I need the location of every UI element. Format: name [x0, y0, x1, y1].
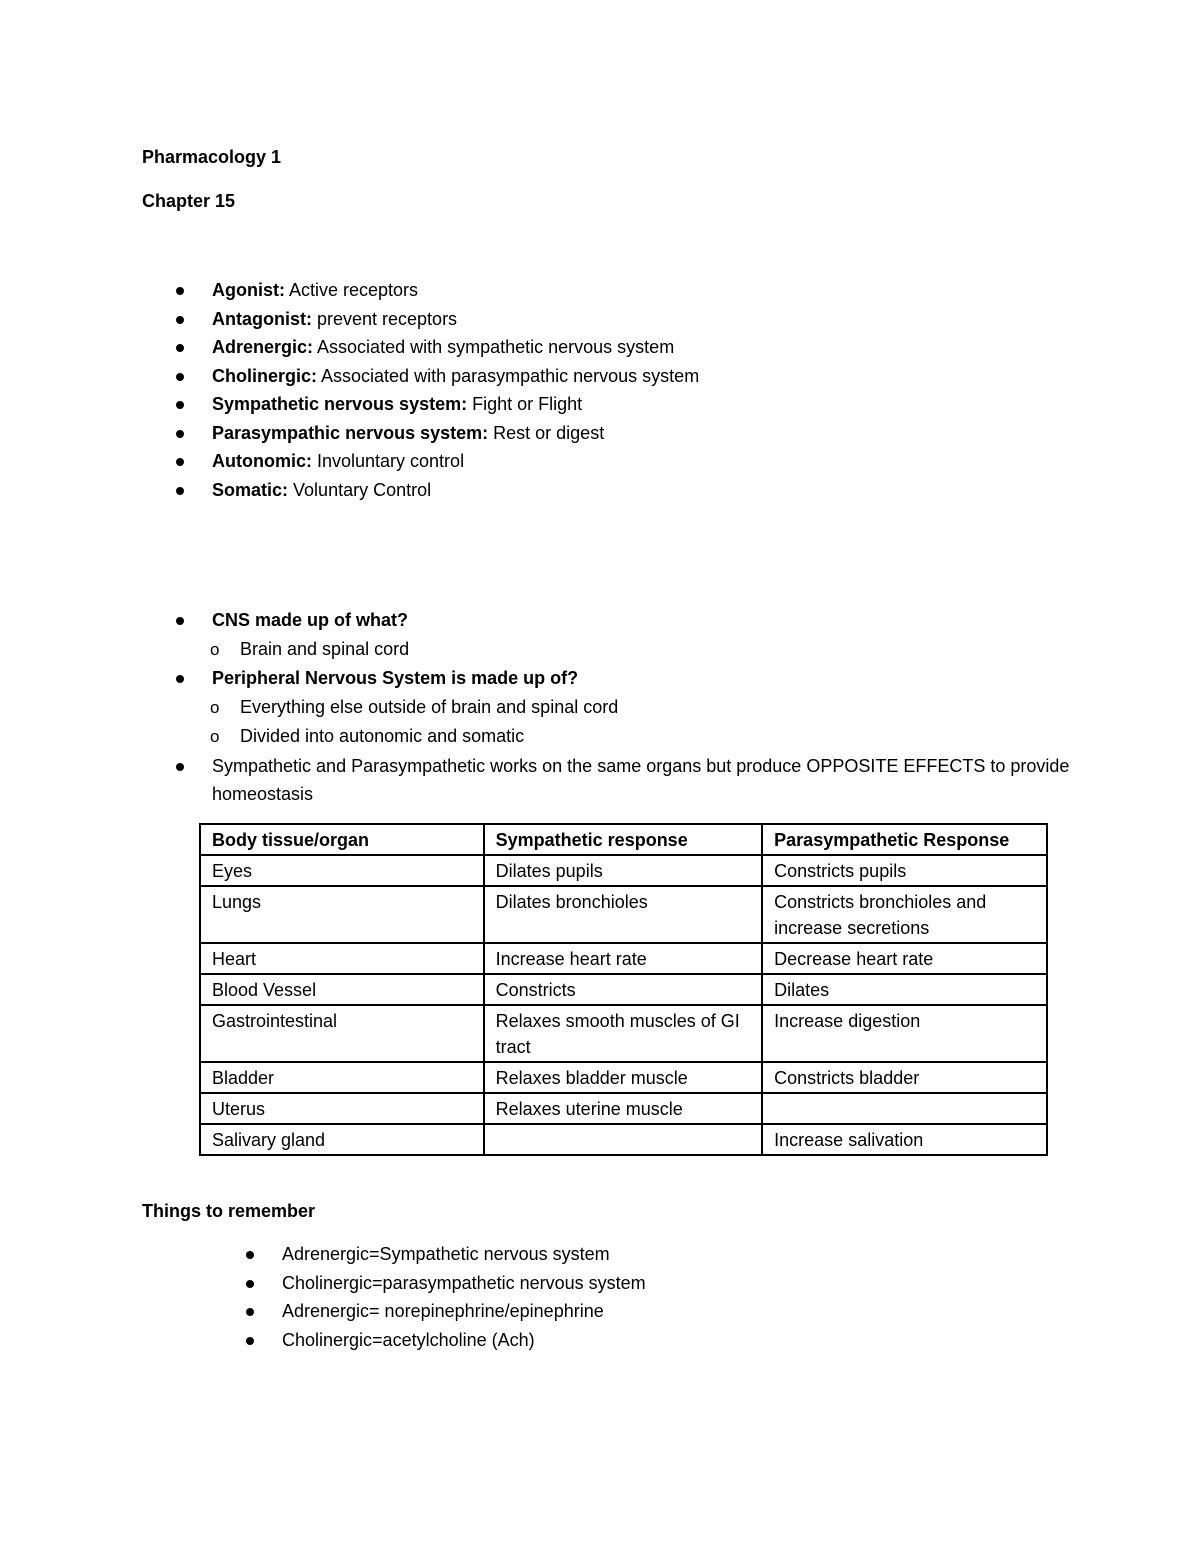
- column-header: Body tissue/organ: [200, 824, 484, 855]
- remember-heading: Things to remember: [142, 1201, 316, 1221]
- bullet-icon: [176, 344, 184, 352]
- table-cell: Uterus: [200, 1093, 484, 1124]
- bullet-icon: [246, 1251, 254, 1259]
- table-cell: Constricts bronchioles and increase secretions: [762, 886, 1047, 943]
- table-row: [200, 886, 1047, 943]
- chapter-heading: Chapter 15: [142, 191, 236, 211]
- bullet-icon: [246, 1280, 254, 1288]
- cns-sub-list: [170, 635, 1072, 665]
- definition-term: Somatic:: [212, 479, 289, 500]
- definition-text: Active receptors: [284, 280, 419, 300]
- bullet-icon: [176, 287, 184, 295]
- definition-text: Fight or Flight: [467, 394, 583, 414]
- table-cell: [762, 1093, 1047, 1124]
- pns-sub-list: [170, 693, 1072, 752]
- bullet-icon: [176, 401, 184, 409]
- definition-term: Adrenergic:: [212, 337, 314, 357]
- circle-bullet-icon: o: [210, 639, 220, 659]
- definition-text: Associated with sympathetic nervous system: [313, 337, 675, 357]
- table-header-row: [200, 824, 1047, 855]
- definition-text: Involuntary control: [311, 451, 465, 471]
- definition-text: Rest or digest: [488, 422, 605, 443]
- cns-answer: Brain and spinal cord: [240, 638, 410, 659]
- remember-text: Cholinergic=parasympathetic nervous system: [282, 1272, 646, 1293]
- table-cell: Increase salivation: [762, 1124, 1047, 1155]
- definition-item: [170, 276, 699, 305]
- definition-term: Agonist:: [212, 280, 285, 300]
- definition-item: [170, 305, 699, 334]
- bullet-icon: [176, 430, 184, 438]
- table-cell: Lungs: [200, 886, 484, 943]
- cns-sub-item: [170, 635, 1072, 665]
- table-cell: Blood Vessel: [200, 974, 484, 1005]
- definition-term: Cholinergic:: [212, 365, 318, 386]
- table-cell: Decrease heart rate: [762, 943, 1047, 974]
- pns-answer: Divided into autonomic and somatic: [240, 726, 525, 746]
- opposite-effects-text: Sympathetic and Parasympathetic works on the same organs but produce OPPOSITE EFFECTS to provide homeostasis: [212, 755, 1070, 804]
- table-cell: Relaxes smooth muscles of GI tract: [484, 1005, 763, 1062]
- definition-term: Parasympathic nervous system:: [212, 422, 489, 443]
- definition-text: Voluntary Control: [288, 479, 432, 500]
- table-row: [200, 974, 1047, 1005]
- remember-item: [240, 1240, 646, 1269]
- organ-response-table: [199, 823, 1048, 1156]
- definition-text: prevent receptors: [311, 308, 458, 329]
- table-row: [200, 1124, 1047, 1155]
- table-cell: Heart: [200, 943, 484, 974]
- remember-list: [240, 1240, 646, 1354]
- table-row: [200, 1093, 1047, 1124]
- table-cell: [484, 1124, 763, 1155]
- table-cell: Increase heart rate: [484, 943, 763, 974]
- bullet-icon: [176, 617, 184, 625]
- pns-sub-item: [170, 722, 1072, 752]
- table-cell: Relaxes uterine muscle: [484, 1093, 763, 1124]
- definition-term: Sympathetic nervous system:: [212, 394, 468, 414]
- cns-item: [170, 606, 1072, 635]
- definitions-list: [170, 276, 699, 504]
- bullet-icon: [176, 763, 184, 771]
- remember-text: Adrenergic= norepinephrine/epinephrine: [282, 1301, 604, 1321]
- table-row: [200, 855, 1047, 886]
- definition-item: [170, 476, 699, 505]
- pns-answer: Everything else outside of brain and spinal cord: [240, 696, 619, 717]
- table-cell: Constricts: [484, 974, 763, 1005]
- bullet-icon: [176, 675, 184, 683]
- document-title: Pharmacology 1: [142, 147, 282, 167]
- remember-item: [240, 1326, 646, 1355]
- table-cell: Dilates pupils: [484, 855, 763, 886]
- remember-text: Adrenergic=Sympathetic nervous system: [282, 1244, 610, 1264]
- definition-item: [170, 390, 699, 419]
- table-cell: Constricts bladder: [762, 1062, 1047, 1093]
- table-cell: Relaxes bladder muscle: [484, 1062, 763, 1093]
- remember-item: [240, 1297, 646, 1326]
- bullet-icon: [176, 487, 184, 495]
- table-cell: Constricts pupils: [762, 855, 1047, 886]
- bullet-icon: [246, 1337, 254, 1345]
- pns-question: Peripheral Nervous System is made up of?: [212, 668, 579, 688]
- definition-term: Antagonist:: [212, 308, 312, 329]
- table-cell: Dilates bronchioles: [484, 886, 763, 943]
- table-row: [200, 943, 1047, 974]
- table-cell: Increase digestion: [762, 1005, 1047, 1062]
- definition-item: [170, 419, 699, 448]
- column-header: Parasympathetic Response: [762, 824, 1047, 855]
- table-cell: Salivary gland: [200, 1124, 484, 1155]
- column-header: Sympathetic response: [484, 824, 763, 855]
- definition-item: [170, 333, 699, 362]
- definition-term: Autonomic:: [212, 451, 312, 471]
- table-row: [200, 1062, 1047, 1093]
- bullet-icon: [176, 373, 184, 381]
- pns-sub-item: [170, 693, 1072, 723]
- pns-sub-container: [170, 693, 1072, 752]
- bullet-icon: [246, 1308, 254, 1316]
- circle-bullet-icon: o: [210, 697, 220, 717]
- definition-text: Associated with parasympathic nervous system: [317, 365, 700, 386]
- nervous-system-list: [170, 606, 1072, 809]
- table-cell: Bladder: [200, 1062, 484, 1093]
- definition-item: [170, 362, 699, 391]
- cns-question: CNS made up of what?: [212, 610, 409, 630]
- cns-sub-container: [170, 635, 1072, 665]
- table-row: [200, 1005, 1047, 1062]
- circle-bullet-icon: o: [210, 727, 220, 746]
- definition-item: [170, 447, 699, 476]
- bullet-icon: [176, 316, 184, 324]
- table-cell: Dilates: [762, 974, 1047, 1005]
- opposite-effects-item: [170, 752, 1072, 809]
- table-cell: Gastrointestinal: [200, 1005, 484, 1062]
- remember-item: [240, 1269, 646, 1298]
- table-cell: Eyes: [200, 855, 484, 886]
- remember-text: Cholinergic=acetylcholine (Ach): [282, 1329, 535, 1350]
- pns-item: [170, 664, 1072, 693]
- bullet-icon: [176, 458, 184, 466]
